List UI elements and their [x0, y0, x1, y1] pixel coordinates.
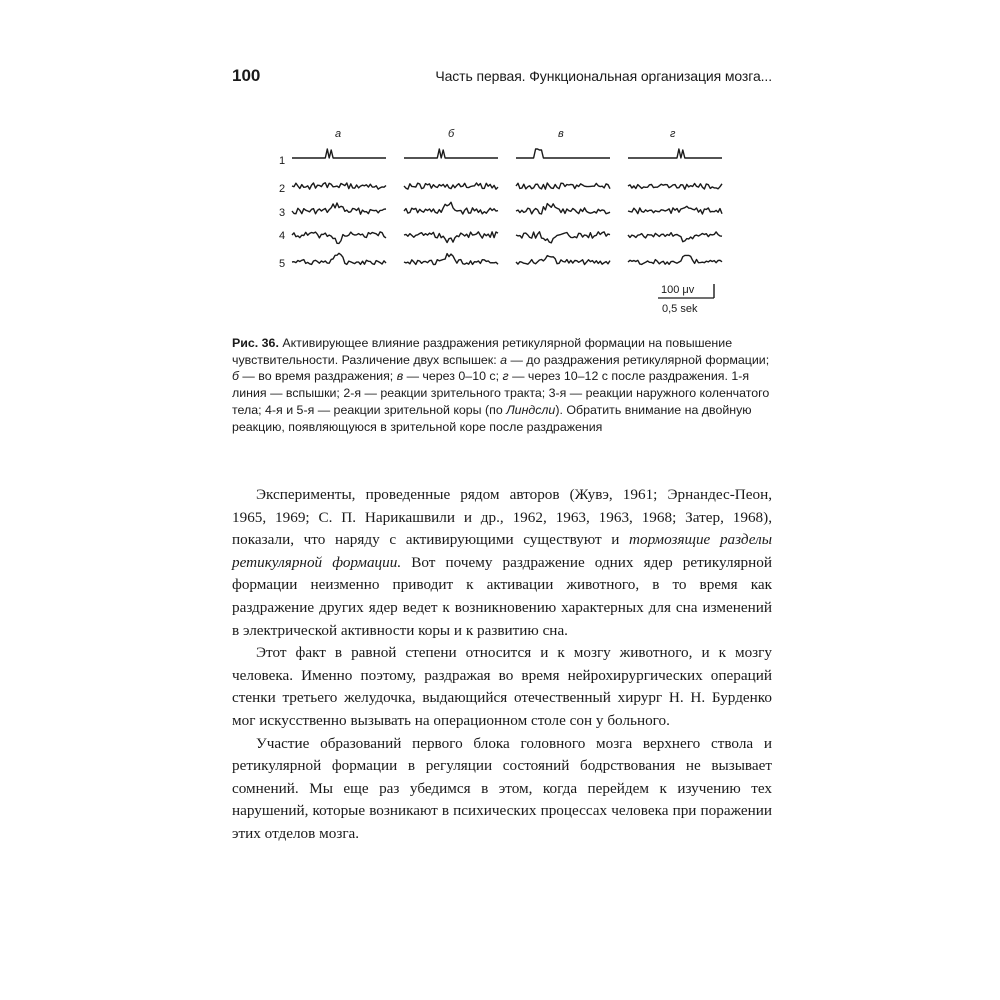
- scale-time-label: 0,5 sek: [662, 303, 698, 315]
- eeg-trace-col4-row2: [628, 184, 722, 190]
- eeg-trace-col2-row5: [404, 254, 498, 265]
- eeg-trace-col1-row3: [292, 203, 386, 214]
- paragraph-1-part-1: Эксперименты, проведенные рядом авторов (Жувэ, 1961; Эрнандес-Пеон, 1965, 1969; С. П. Нарикашвили и др., 1962, 1963, 1963, 1968; Затер, 1968), показали, что наряду с активирующими существуют и: [232, 486, 772, 549]
- eeg-traces-plot: [270, 120, 730, 325]
- running-title: Часть первая. Функциональная организация мозга...: [435, 68, 772, 84]
- eeg-trace-col2-row1: [404, 149, 498, 158]
- trace-group: [292, 149, 722, 265]
- row-label-5: 5: [279, 258, 286, 270]
- caption-author: Линдсли: [506, 402, 556, 417]
- scale-amplitude-label: 100 μv: [661, 284, 695, 296]
- row-label-3: 3: [279, 207, 286, 219]
- eeg-trace-col3-row2: [516, 183, 610, 189]
- caption-key-a: а: [500, 352, 507, 367]
- caption-text-5: — через 10–12 с после раздражения. 1-я линия — вспышки; 2-я — реакции зрительного тракта; 3-я — реакции наружного коленчатого тела; 4-я и 5-я — реакции зрительной коры (по: [232, 369, 770, 417]
- eeg-trace-col4-row5: [628, 255, 722, 264]
- column-label-g: г: [670, 128, 676, 140]
- caption-text-6: ). Обратить внимание на двойную реакцию, появляющуюся в зрительной коре после раздражения: [232, 402, 752, 434]
- page-number: 100: [232, 66, 261, 85]
- caption-key-v: в: [396, 369, 404, 384]
- eeg-trace-col2-row3: [404, 202, 498, 214]
- eeg-trace-col2-row2: [404, 183, 498, 189]
- paragraph-1-part-2: Вот почему раздражение одних ядер ретикулярной формации неизменно приводит к активации животного, в то время как раздражение других ядер ведет к возникновению характерных для сна изменений в электрической активности коры и к развитию сна.: [232, 553, 772, 639]
- caption-key-b: б: [232, 369, 239, 384]
- eeg-trace-col1-row4: [292, 232, 386, 244]
- column-label-v: в: [558, 128, 564, 140]
- eeg-trace-col3-row3: [516, 204, 610, 214]
- paragraph-2: Этот факт в равной степени относится и к мозгу животного, и к мозгу человека. Именно поэтому, раздражая во время нейрохирургических операций стенки третьего желудочка, выдающийся отечественный хирург Н. Н. Бурденко мог искусственно вызывать на операционном столе сон у больного.: [232, 644, 772, 729]
- eeg-trace-col3-row4: [516, 232, 610, 243]
- paragraph-1: [232, 484, 772, 642]
- paragraph-1-italic-term: тормозящие разделы ретикулярной формации.: [232, 531, 772, 571]
- figure-caption: [232, 335, 772, 435]
- body-text: [232, 484, 772, 846]
- eeg-trace-col1-row1: [292, 149, 386, 158]
- eeg-trace-col4-row1: [628, 149, 722, 158]
- caption-label: Рис. 36.: [232, 336, 279, 350]
- caption-key-g: г: [502, 369, 509, 384]
- eeg-trace-col4-row3: [628, 206, 722, 214]
- row-label-1: 1: [279, 155, 286, 167]
- row-label-4: 4: [279, 230, 286, 242]
- column-label-a: а: [335, 128, 342, 140]
- eeg-trace-col1-row5: [292, 253, 386, 264]
- eeg-trace-col3-row5: [516, 256, 610, 265]
- eeg-trace-col3-row1: [516, 149, 610, 158]
- figure-eeg-traces: [270, 120, 730, 325]
- eeg-trace-col1-row2: [292, 183, 386, 189]
- caption-text-1: Активирующее влияние раздражения ретикулярной формации на повышение чувствительности. Различение двух вспышек:: [232, 336, 733, 367]
- column-label-b: б: [448, 128, 455, 140]
- caption-text-3: — во время раздражения;: [238, 369, 397, 384]
- eeg-trace-col4-row4: [628, 232, 722, 242]
- caption-text-2: — до раздражения ретикулярной формации;: [507, 352, 770, 367]
- paragraph-3: Участие образований первого блока головного мозга верхнего ствола и ретикулярной формации в регуляции состояний бодрствования не вызывает сомнений. Мы еще раз убедимся в этом, когда перейдем к изучению тех нарушений, которые возникают в психических процессах человека при поражении этих отделов мозга.: [232, 734, 772, 842]
- row-label-2: 2: [279, 183, 286, 195]
- running-head: [232, 66, 772, 94]
- eeg-trace-col2-row4: [404, 232, 498, 243]
- caption-text-4: — через 0–10 с;: [403, 369, 503, 384]
